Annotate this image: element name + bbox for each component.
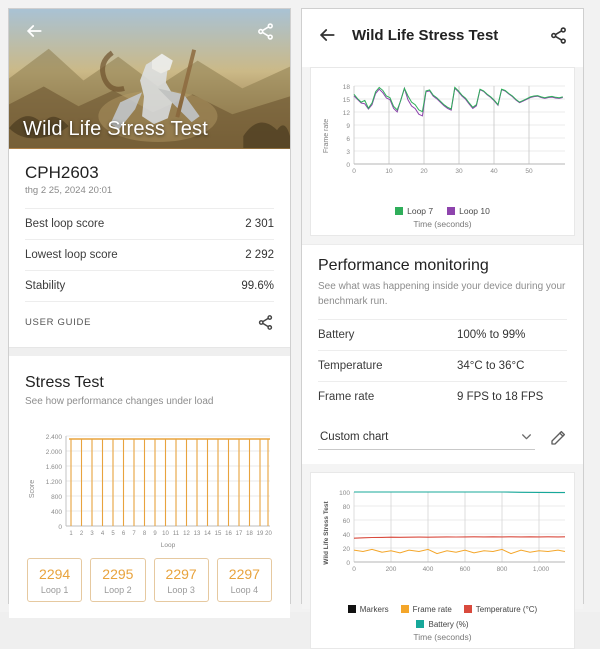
svg-text:13: 13 — [193, 531, 201, 537]
svg-text:800: 800 — [496, 566, 508, 573]
legend-item-loop-7 — [395, 206, 433, 216]
row-label: Stability — [25, 280, 66, 292]
legend-item-loop-10 — [447, 206, 490, 216]
legend-item-battery — [416, 620, 468, 629]
svg-text:10: 10 — [385, 168, 393, 175]
table-row — [25, 270, 274, 301]
list-item[interactable] — [217, 558, 272, 602]
page-title: Wild Life Stress Test — [352, 26, 499, 44]
svg-text:800: 800 — [51, 494, 62, 501]
arrow-left-icon — [24, 21, 44, 41]
svg-text:0: 0 — [352, 566, 356, 573]
custom-chart-legend — [317, 605, 568, 629]
legend-label: Temperature (°C) — [475, 605, 538, 614]
stress-test-score-chart-svg — [25, 417, 276, 552]
svg-text:0: 0 — [352, 168, 356, 175]
section-title: Stress Test — [25, 374, 104, 391]
x-axis-label: Loop — [160, 542, 176, 549]
legend-swatch-purple — [447, 207, 455, 215]
x-axis-label: Time (seconds) — [413, 219, 472, 229]
svg-text:3: 3 — [346, 149, 350, 156]
svg-text:2: 2 — [79, 531, 84, 537]
svg-text:1.200: 1.200 — [45, 479, 62, 486]
series-frame-rate — [354, 549, 565, 553]
app-bar — [302, 9, 583, 61]
legend-item-markers — [348, 605, 389, 614]
legend-item-frame-rate — [401, 605, 452, 614]
svg-text:2.400: 2.400 — [45, 434, 62, 441]
table-row — [25, 208, 274, 239]
svg-text:6: 6 — [121, 531, 126, 537]
table-row — [318, 381, 567, 412]
svg-text:1,000: 1,000 — [532, 566, 550, 573]
stress-test-score-chart[interactable] — [25, 417, 274, 552]
device-model: CPH2603 — [25, 163, 99, 182]
svg-text:14: 14 — [204, 531, 211, 537]
share-button[interactable] — [252, 18, 278, 44]
svg-text:40: 40 — [342, 532, 350, 539]
x-axis-label: Time (seconds) — [413, 632, 472, 642]
svg-text:16: 16 — [225, 531, 232, 537]
table-row — [318, 350, 567, 381]
svg-text:5: 5 — [111, 531, 115, 537]
user-guide-row[interactable] — [25, 301, 274, 341]
legend-swatch-black — [348, 605, 356, 613]
legend-swatch-green — [395, 207, 403, 215]
y-axis-label: Score — [29, 479, 36, 499]
section-title: Performance monitoring — [318, 257, 489, 274]
section-subtitle: See how performance changes under load — [25, 396, 214, 407]
frame-rate-chart[interactable] — [317, 76, 568, 204]
row-value: 99.6% — [241, 280, 274, 292]
svg-text:10: 10 — [162, 531, 169, 537]
arrow-left-icon — [317, 25, 337, 45]
row-label: Best loop score — [25, 218, 105, 230]
svg-text:3: 3 — [90, 531, 94, 537]
svg-text:100: 100 — [339, 490, 350, 497]
svg-text:9: 9 — [346, 123, 350, 130]
svg-text:60: 60 — [342, 518, 350, 525]
legend-label: Markers — [359, 605, 389, 614]
row-label: Frame rate — [318, 391, 375, 403]
stress-test-card — [9, 356, 290, 618]
result-summary-card — [9, 149, 290, 348]
legend-item-temperature — [464, 605, 537, 614]
edit-chart-button[interactable] — [549, 429, 567, 447]
series-loop-7 — [354, 87, 563, 111]
custom-chart-select[interactable] — [318, 426, 535, 450]
chart-select-row — [318, 426, 567, 450]
svg-text:0: 0 — [346, 560, 350, 567]
share-button[interactable] — [545, 22, 571, 48]
performance-monitoring-card — [302, 244, 583, 464]
loop-label: Loop 2 — [104, 585, 132, 595]
svg-text:40: 40 — [490, 168, 498, 175]
right-scroll-area[interactable] — [302, 67, 583, 642]
benchmark-hero-banner — [9, 9, 290, 149]
result-timestamp: thg 2 25, 2024 20:01 — [25, 185, 113, 196]
share-icon — [257, 314, 274, 331]
list-item[interactable] — [90, 558, 145, 602]
loop-label: Loop 1 — [40, 585, 69, 595]
row-value: 2 301 — [245, 218, 274, 230]
row-label: Temperature — [318, 360, 383, 372]
row-value: 2 292 — [245, 249, 274, 261]
share-icon — [256, 22, 275, 41]
svg-text:11: 11 — [172, 531, 180, 537]
svg-text:80: 80 — [342, 504, 350, 511]
custom-chart-panel — [310, 472, 575, 649]
legend-swatch-teal — [416, 620, 424, 628]
row-value: 9 FPS to 18 FPS — [457, 391, 544, 403]
page-title: Wild Life Stress Test — [23, 118, 209, 140]
hero-top-bar — [9, 9, 290, 53]
series-temperature — [354, 537, 565, 538]
custom-monitoring-chart[interactable] — [317, 481, 568, 599]
share-icon — [549, 26, 568, 45]
loop-score: 2295 — [102, 566, 134, 582]
row-value: 34°C to 36°C — [457, 360, 525, 372]
svg-text:0: 0 — [58, 524, 62, 531]
svg-text:18: 18 — [342, 84, 350, 91]
svg-text:6: 6 — [346, 136, 350, 143]
svg-text:9: 9 — [153, 531, 157, 537]
series-battery — [354, 492, 565, 493]
loop-score: 2294 — [39, 566, 71, 582]
svg-text:2.000: 2.000 — [45, 449, 62, 456]
svg-text:15: 15 — [342, 97, 350, 104]
svg-text:7: 7 — [132, 531, 136, 537]
loop-score-cards — [25, 552, 274, 612]
phone-left-result-screen — [8, 8, 291, 604]
svg-text:600: 600 — [459, 566, 471, 573]
section-subtitle: See what was happening inside your device during your benchmark run. — [318, 281, 566, 307]
pencil-icon — [549, 429, 567, 447]
legend-label: Loop 7 — [407, 206, 434, 216]
legend-swatch-orange — [401, 605, 409, 613]
svg-text:50: 50 — [525, 168, 533, 175]
table-row — [25, 239, 274, 270]
svg-text:0: 0 — [346, 162, 350, 169]
row-label: Battery — [318, 329, 355, 341]
svg-text:400: 400 — [422, 566, 434, 573]
user-guide-link[interactable]: USER GUIDE — [25, 317, 92, 328]
y-axis-label: Frame rate — [323, 118, 330, 154]
list-item[interactable] — [154, 558, 209, 602]
row-value: 100% to 99% — [457, 329, 526, 341]
y-axis-label: Wild Life Stress Test — [323, 501, 330, 565]
back-button[interactable] — [314, 22, 340, 48]
loop-score: 2297 — [165, 566, 197, 582]
frame-rate-chart-legend — [317, 206, 568, 216]
loop-label: Loop 4 — [230, 585, 259, 595]
list-item[interactable] — [27, 558, 82, 602]
row-label: Lowest loop score — [25, 249, 118, 261]
custom-chart-select-value: Custom chart — [320, 430, 389, 443]
table-row — [318, 319, 567, 350]
svg-text:200: 200 — [385, 566, 397, 573]
legend-label: Loop 10 — [459, 206, 490, 216]
svg-text:8: 8 — [142, 531, 147, 537]
back-button[interactable] — [21, 18, 47, 44]
svg-text:18: 18 — [246, 531, 253, 537]
svg-text:400: 400 — [51, 509, 62, 516]
chevron-down-icon — [520, 430, 533, 443]
share-result-button[interactable] — [257, 314, 274, 331]
svg-text:17: 17 — [235, 531, 243, 537]
svg-text:4: 4 — [100, 531, 105, 537]
phone-right-performance-screen — [301, 8, 584, 642]
left-scroll-area[interactable] — [9, 149, 290, 603]
svg-text:12: 12 — [183, 531, 190, 537]
legend-label: Frame rate — [412, 605, 452, 614]
svg-text:30: 30 — [455, 168, 463, 175]
loop-label: Loop 3 — [167, 585, 195, 595]
custom-monitoring-chart-svg — [317, 481, 570, 599]
frame-rate-chart-svg — [317, 76, 570, 204]
svg-text:1: 1 — [69, 531, 73, 537]
loop-score: 2297 — [228, 566, 260, 582]
svg-text:12: 12 — [342, 110, 350, 117]
frame-rate-chart-panel — [310, 67, 575, 236]
svg-text:1.600: 1.600 — [45, 464, 62, 471]
svg-text:19: 19 — [256, 531, 264, 537]
legend-label: Battery (%) — [428, 620, 469, 629]
legend-swatch-red — [464, 605, 472, 613]
svg-text:20: 20 — [420, 168, 428, 175]
svg-text:20: 20 — [265, 531, 272, 537]
svg-text:20: 20 — [342, 546, 350, 553]
svg-text:15: 15 — [214, 531, 222, 537]
